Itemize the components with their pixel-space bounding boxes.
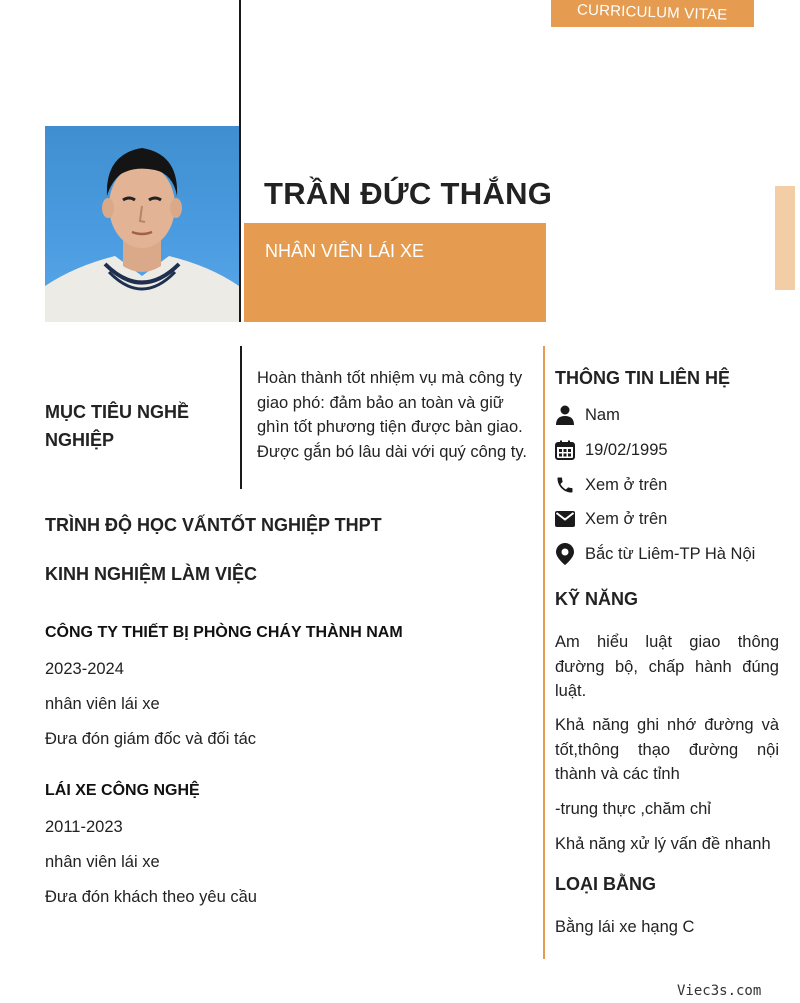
contact-item-gender	[555, 403, 620, 427]
contact-text: Bắc từ Liêm-TP Hà Nội	[585, 544, 756, 563]
decorative-side-tab	[775, 186, 795, 290]
contact-item-address	[555, 542, 755, 566]
contact-text: Nam	[585, 405, 620, 424]
company-name: CÔNG TY THIẾT BỊ PHÒNG CHÁY THÀNH NAM	[45, 624, 403, 641]
candidate-name: TRẦN ĐỨC THẮNG	[264, 176, 553, 211]
job-title-box	[244, 223, 546, 322]
person-icon	[555, 405, 575, 425]
contact-text: Xem ở trên	[585, 475, 668, 494]
job-position: nhân viên lái xe	[45, 853, 160, 871]
skill-item: Khả năng ghi nhớ đường và tốt,thông thạo đường nội thành và các tỉnh	[555, 716, 779, 783]
experience-item	[45, 622, 525, 763]
company-name: LÁI XE CÔNG NGHỆ	[45, 782, 200, 799]
objective-text: Hoàn thành tốt nhiệm vụ mà công ty giao phó: đảm bảo an toàn và giữ ghìn tốt phương tiện được bàn giao. Được gắn bó lâu dài với quý công ty.	[257, 369, 527, 461]
calendar-icon	[555, 440, 575, 460]
contact-item-phone	[555, 473, 667, 497]
job-description: Đưa đón giám đốc và đối tác	[45, 730, 256, 748]
email-icon	[555, 509, 575, 529]
experience-heading: KINH NGHIỆM LÀM VIỆC	[45, 564, 258, 584]
skill-item: Khả năng xử lý vấn đề nhanh	[555, 835, 771, 853]
job-description: Đưa đón khách theo yêu cầu	[45, 888, 257, 906]
badge-label: CURRICULUM VITAE	[577, 1, 728, 24]
license-text: Bằng lái xe hạng C	[555, 918, 695, 936]
objective-divider	[240, 346, 242, 489]
job-period: 2023-2024	[45, 660, 124, 678]
objective-heading: MỤC TIÊU NGHỀ NGHIỆP	[45, 402, 189, 450]
license-heading: LOẠI BẰNG	[555, 874, 656, 894]
phone-icon	[555, 475, 575, 495]
contact-item-email	[555, 507, 667, 531]
skill-item: Am hiểu luật giao thông đường bộ, chấp hành đúng luật.	[555, 633, 779, 700]
experience-item	[45, 780, 525, 921]
location-pin-icon	[555, 544, 575, 564]
contact-text: Xem ở trên	[585, 509, 668, 528]
right-column-divider	[543, 346, 545, 959]
skills-heading: KỸ NĂNG	[555, 589, 639, 609]
contact-text: 19/02/1995	[585, 440, 668, 459]
footer-watermark: Viec3s.com	[677, 983, 762, 999]
job-title: NHÂN VIÊN LÁI XE	[265, 241, 425, 261]
education-heading: TRÌNH ĐỘ HỌC VẤNTỐT NGHIỆP THPT	[45, 515, 382, 535]
skill-item: -trung thực ,chăm chỉ	[555, 800, 711, 818]
profile-photo	[45, 126, 239, 322]
job-period: 2011-2023	[45, 818, 123, 836]
header-divider	[239, 0, 241, 322]
curriculum-vitae-badge	[551, 0, 754, 27]
job-position: nhân viên lái xe	[45, 695, 160, 713]
contact-heading: THÔNG TIN LIÊN HỆ	[555, 368, 730, 388]
contact-item-birthday	[555, 438, 668, 462]
